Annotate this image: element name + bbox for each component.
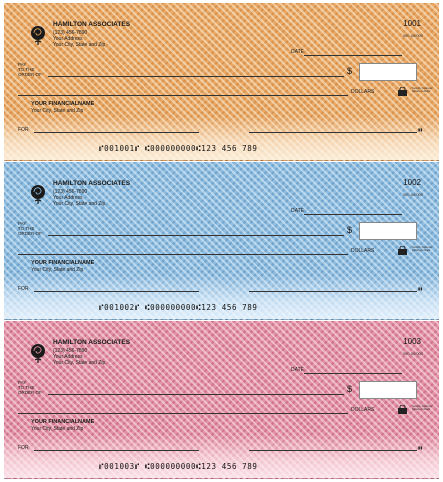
bank-name: YOUR FINANCIALNAME <box>31 260 95 266</box>
routing-fraction: 000-00/000 <box>402 33 423 38</box>
memo-label: FOR <box>18 127 29 133</box>
padlock-security-icon <box>397 405 408 414</box>
company-phone: (123) 456-7890 <box>53 348 88 354</box>
check-number: 1001 <box>403 19 421 28</box>
micr-line: ⑈001001⑈ ⑆000000000⑆123 456 789 <box>99 144 258 153</box>
routing-fraction: 000-00/000 <box>402 351 423 356</box>
bank-name: YOUR FINANCIALNAME <box>31 101 95 107</box>
signature-line[interactable] <box>249 132 417 133</box>
company-city-state-zip: Your City, State and Zip <box>53 201 106 207</box>
dollars-label: DOLLARS <box>351 89 375 95</box>
dollar-sign: $ <box>347 66 353 76</box>
signature-line[interactable] <box>249 291 417 292</box>
pay-to-the-order-of-label: PAY TO THE ORDER OF <box>18 221 42 236</box>
check-number: 1002 <box>403 178 421 187</box>
check-1003 <box>4 321 439 479</box>
date-line[interactable] <box>304 55 402 56</box>
memo-label: FOR <box>18 286 29 292</box>
company-city-state-zip: Your City, State and Zip <box>53 42 106 48</box>
amount-box[interactable] <box>359 381 417 399</box>
dollar-sign: $ <box>347 384 353 394</box>
dollars-label: DOLLARS <box>351 248 375 254</box>
rose-logo-icon <box>27 183 49 205</box>
payee-line[interactable] <box>48 76 344 77</box>
bank-city-state-zip: Your City, State and Zip <box>31 426 84 432</box>
written-amount-line[interactable] <box>18 95 348 96</box>
bank-name: YOUR FINANCIALNAME <box>31 419 95 425</box>
date-label: DATE <box>291 49 304 55</box>
memo-line[interactable] <box>34 450 199 451</box>
mp-security-mark: ▮▮ <box>418 286 423 291</box>
dollar-sign: $ <box>347 225 353 235</box>
company-address: Your Address <box>53 36 83 42</box>
company-city-state-zip: Your City, State and Zip <box>53 360 106 366</box>
pay-to-the-order-of-label: PAY TO THE ORDER OF <box>18 380 42 395</box>
payee-line[interactable] <box>48 235 344 236</box>
written-amount-line[interactable] <box>18 413 348 414</box>
micr-line: ⑈001003⑈ ⑆000000000⑆123 456 789 <box>99 462 258 471</box>
company-address: Your Address <box>53 354 83 360</box>
security-features-text: Security Features Details on Back <box>412 246 433 252</box>
padlock-security-icon <box>397 87 408 96</box>
pay-to-the-order-of-label: PAY TO THE ORDER OF <box>18 62 42 77</box>
security-features-text: Security Features Details on Back <box>412 405 433 411</box>
security-features-text: Security Features Details on Back <box>412 87 433 93</box>
company-name: HAMILTON ASSOCIATES <box>53 21 131 28</box>
routing-fraction: 000-00/000 <box>402 192 423 197</box>
amount-box[interactable] <box>359 63 417 81</box>
memo-line[interactable] <box>34 291 199 292</box>
dollars-label: DOLLARS <box>351 407 375 413</box>
company-phone: (123) 456-7890 <box>53 30 88 36</box>
company-name: HAMILTON ASSOCIATES <box>53 180 131 187</box>
date-label: DATE <box>291 208 304 214</box>
check-sheet <box>4 3 439 479</box>
company-name: HAMILTON ASSOCIATES <box>53 339 131 346</box>
company-phone: (123) 456-7890 <box>53 189 88 195</box>
bank-city-state-zip: Your City, State and Zip <box>31 267 84 273</box>
signature-line[interactable] <box>249 450 417 451</box>
memo-label: FOR <box>18 445 29 451</box>
check-1001 <box>4 3 439 161</box>
mp-security-mark: ▮▮ <box>418 127 423 132</box>
company-address: Your Address <box>53 195 83 201</box>
memo-line[interactable] <box>34 132 199 133</box>
written-amount-line[interactable] <box>18 254 348 255</box>
mp-security-mark: ▮▮ <box>418 445 423 450</box>
date-line[interactable] <box>304 373 402 374</box>
rose-logo-icon <box>27 342 49 364</box>
check-number: 1003 <box>403 337 421 346</box>
date-label: DATE <box>291 367 304 373</box>
check-1002 <box>4 162 439 320</box>
date-line[interactable] <box>304 214 402 215</box>
micr-line: ⑈001002⑈ ⑆000000000⑆123 456 789 <box>99 303 258 312</box>
bank-city-state-zip: Your City, State and Zip <box>31 108 84 114</box>
rose-logo-icon <box>27 24 49 46</box>
amount-box[interactable] <box>359 222 417 240</box>
payee-line[interactable] <box>48 394 344 395</box>
padlock-security-icon <box>397 246 408 255</box>
